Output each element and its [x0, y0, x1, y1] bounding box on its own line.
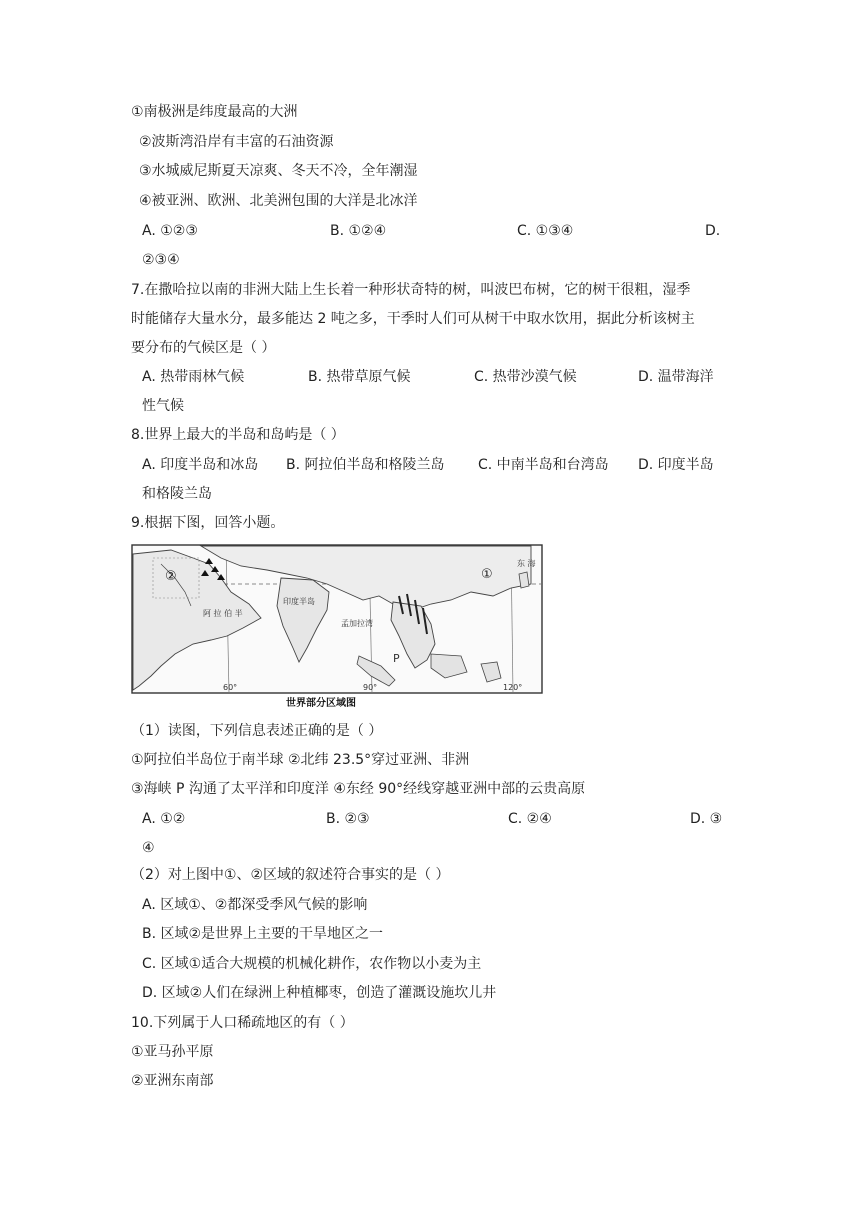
q9-sub1-option-c[interactable]: C. ②④	[508, 811, 552, 827]
q6-item-4: ④被亚洲、欧洲、北美洲包围的大洋是北冰洋	[139, 193, 418, 209]
q6-item-3: ③水城威尼斯夏天凉爽、冬天不冷，全年潮湿	[139, 163, 418, 179]
bengal-label: 孟加拉湾	[341, 619, 373, 628]
q7-option-a[interactable]: A. 热带雨林气候	[142, 369, 245, 385]
lon-120-label: 120°	[503, 683, 523, 692]
map-caption: 世界部分区域图	[286, 698, 356, 709]
q10-item-2: ②亚洲东南部	[131, 1073, 214, 1089]
q9-sub1-option-d[interactable]: D. ③	[690, 811, 723, 827]
q8-option-a[interactable]: A. 印度半岛和冰岛	[142, 457, 259, 473]
q9-stem: 9.根据下图，回答小题。	[131, 515, 285, 531]
q6-item-1: ①南极洲是纬度最高的大洲	[131, 104, 298, 120]
q6-option-d[interactable]: D.	[705, 223, 721, 239]
q9-map	[131, 544, 543, 714]
q8-option-d[interactable]: D. 印度半岛	[638, 457, 714, 473]
region-1-label: ①	[481, 567, 493, 582]
q7-stem-line-1: 7.在撒哈拉以南的非洲大陆上生长着一种形状奇特的树，叫波巴布树，它的树干很粗，湿季	[131, 282, 691, 298]
taiwan-island	[519, 572, 529, 588]
q8-stem: 8.世界上最大的半岛和岛屿是（ ）	[131, 427, 345, 443]
q9-sub2-option-a[interactable]: A. 区域①、②都深受季风气候的影响	[142, 897, 368, 913]
q9-sub1-option-a[interactable]: A. ①②	[142, 811, 186, 827]
strait-p-label: P	[393, 652, 400, 665]
india-label: 印度半岛	[283, 597, 315, 606]
q9-sub1-option-b[interactable]: B. ②③	[326, 811, 370, 827]
east-sea-label: 东 海	[517, 559, 536, 568]
q9-sub1-option-d-cont: ④	[142, 840, 155, 856]
region-2-label: ②	[165, 569, 177, 584]
q9-sub1-items-2: ③海峡 P 沟通了太平洋和印度洋 ④东经 90°经线穿越亚洲中部的云贵高原	[131, 781, 586, 797]
q6-option-d-cont: ②③④	[142, 252, 180, 268]
q9-sub2-option-c[interactable]: C. 区域①适合大规模的机械化耕作，农作物以小麦为主	[142, 956, 482, 972]
q6-option-a[interactable]: A. ①②③	[142, 223, 198, 239]
q9-sub2-option-b[interactable]: B. 区域②是世界上主要的干旱地区之一	[142, 926, 384, 942]
q7-option-b[interactable]: B. 热带草原气候	[308, 369, 411, 385]
lon-60-label: 60°	[223, 683, 238, 692]
q8-option-c[interactable]: C. 中南半岛和台湾岛	[478, 457, 609, 473]
q6-option-b[interactable]: B. ①②④	[330, 223, 387, 239]
q9-sub1-items-1: ①阿拉伯半岛位于南半球 ②北纬 23.5°穿过亚洲、非洲	[131, 752, 470, 768]
q6-option-c[interactable]: C. ①③④	[517, 223, 574, 239]
arabia-label: 阿 拉 伯 半	[203, 609, 243, 618]
q7-option-d[interactable]: D. 温带海洋	[638, 369, 714, 385]
q6-item-2: ②波斯湾沿岸有丰富的石油资源	[139, 134, 334, 150]
q7-option-c[interactable]: C. 热带沙漠气候	[474, 369, 577, 385]
q9-sub2-option-d[interactable]: D. 区域②人们在绿洲上种植椰枣，创造了灌溉设施坎儿井	[142, 985, 497, 1001]
q10-stem: 10.下列属于人口稀疏地区的有（ ）	[131, 1015, 354, 1031]
q9-sub2-stem: （2）对上图中①、②区域的叙述符合事实的是（ ）	[131, 867, 450, 883]
q7-stem-line-2: 时能储存大量水分，最多能达 2 吨之多，干季时人们可从树干中取水饮用，据此分析该树主	[131, 311, 695, 327]
q9-sub1-stem: （1）读图，下列信息表述正确的是（ ）	[131, 723, 383, 739]
q8-option-d-cont: 和格陵兰岛	[142, 486, 212, 502]
q7-stem-line-3: 要分布的气候区是（ ）	[131, 340, 276, 356]
world-region-map	[131, 544, 543, 714]
q7-option-d-cont: 性气候	[142, 398, 184, 414]
q10-item-1: ①亚马孙平原	[131, 1044, 214, 1060]
lon-90-label: 90°	[363, 683, 378, 692]
q8-option-b[interactable]: B. 阿拉伯半岛和格陵兰岛	[286, 457, 445, 473]
